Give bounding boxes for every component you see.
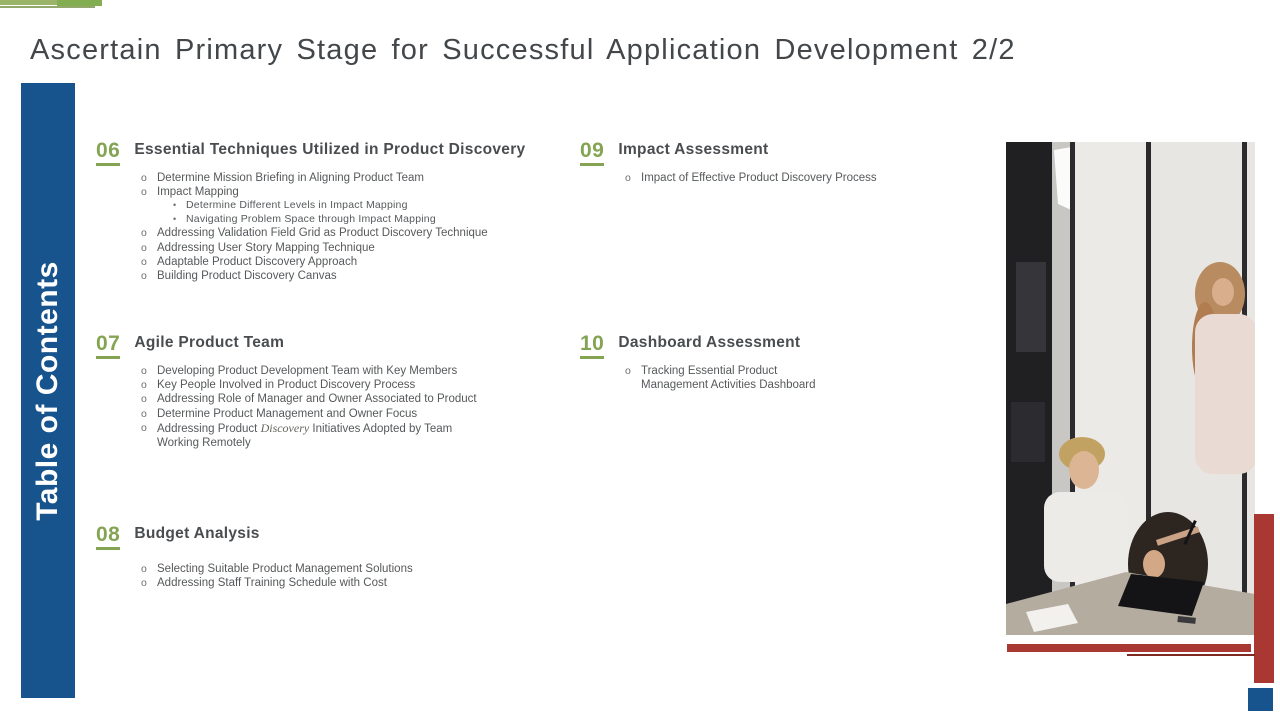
bullet-text: Determine Product Management and Owner Focus — [157, 407, 418, 420]
bullet-text: Developing Product Development Team with Key Members — [157, 365, 458, 377]
bullet-text: Addressing Role of Manager and Owner Associated to Product — [157, 393, 477, 406]
bottom-accent-bar-red — [1007, 644, 1251, 652]
sub-bullet-text: Determine Different Levels in Impact Mapping — [186, 199, 408, 212]
list-item — [141, 378, 566, 392]
bottom-accent-line-dark-red — [1127, 654, 1255, 656]
bullet-list — [96, 171, 566, 283]
circle-bullet-icon: o — [141, 172, 147, 184]
bullet-text — [157, 421, 482, 450]
sub-list-item — [173, 199, 566, 213]
toc-section-10 — [580, 333, 980, 392]
bullet-text: Addressing User Story Mapping Technique — [157, 241, 375, 254]
section-heading: Dashboard Assessment — [618, 334, 801, 351]
list-item — [141, 226, 566, 240]
bullet-text: Addressing Staff Training Schedule with Cost — [157, 577, 387, 590]
bullet-text: Selecting Suitable Product Management Solutions — [157, 563, 413, 575]
section-header — [96, 333, 566, 359]
circle-bullet-icon: o — [141, 241, 147, 254]
bullet-text: Building Product Discovery Canvas — [157, 270, 337, 283]
list-item — [141, 576, 566, 590]
bullet-list — [580, 364, 980, 392]
section-heading: Agile Product Team — [134, 334, 285, 351]
section-number: 06 — [96, 140, 120, 166]
section-heading: Essential Techniques Utilized in Product Discovery — [134, 141, 526, 158]
section-number: 08 — [96, 524, 120, 550]
circle-bullet-icon: o — [141, 379, 147, 392]
toc-section-06 — [96, 140, 566, 283]
top-accent-bar-light — [0, 0, 58, 5]
circle-bullet-icon: o — [141, 421, 147, 434]
list-item — [141, 185, 566, 199]
list-item — [141, 269, 566, 283]
slide-title: Ascertain Primary Stage for Successful Application Development 2/2 — [30, 34, 1016, 66]
toc-section-08 — [96, 524, 566, 590]
section-heading: Budget Analysis — [134, 525, 260, 542]
bullet-text: Impact Mapping — [157, 186, 239, 199]
bullet-text: Key People Involved in Product Discovery Process — [157, 379, 416, 392]
circle-bullet-icon: o — [141, 563, 147, 575]
meeting-photo — [1006, 142, 1255, 635]
section-heading: Impact Assessment — [618, 141, 769, 158]
list-item — [625, 171, 980, 185]
list-item — [141, 392, 566, 406]
table-of-contents-band — [21, 83, 75, 698]
list-item — [141, 364, 566, 378]
list-item — [625, 364, 980, 392]
section-header — [580, 140, 980, 166]
circle-bullet-icon: o — [141, 365, 147, 377]
bullet-text: Impact of Effective Product Discovery Process — [641, 172, 877, 184]
toc-section-09 — [580, 140, 980, 185]
dot-bullet-icon: • — [173, 200, 177, 211]
top-accent-line — [0, 6, 95, 8]
list-item — [141, 255, 566, 269]
circle-bullet-icon: o — [625, 172, 631, 184]
bullet-text-styled-word: Discovery — [260, 420, 310, 435]
circle-bullet-icon: o — [141, 255, 147, 268]
meeting-photo-illustration — [1006, 142, 1255, 635]
section-number: 09 — [580, 140, 604, 166]
bullet-text: Adaptable Product Discovery Approach — [157, 255, 358, 268]
circle-bullet-icon: o — [141, 393, 147, 406]
list-item — [141, 407, 566, 421]
bullet-text: Tracking Essential Product Management Activities Dashboard — [641, 365, 816, 392]
list-item — [141, 171, 566, 185]
bullet-text: Determine Mission Briefing in Aligning Product Team — [157, 172, 424, 184]
section-header — [96, 524, 566, 550]
section-number: 07 — [96, 333, 120, 359]
sub-bullet-text: Navigating Problem Space through Impact Mapping — [186, 212, 436, 225]
bullet-text-prefix: Addressing Product — [157, 422, 261, 435]
dot-bullet-icon: • — [173, 213, 177, 224]
bullet-list — [96, 562, 566, 590]
bullet-list — [96, 364, 566, 450]
bullet-list — [580, 171, 980, 185]
bullet-text-suffix: Initiatives Adopted by Team Working Remotely — [157, 422, 453, 450]
circle-bullet-icon: o — [141, 186, 147, 199]
right-accent-bar-vertical — [1254, 514, 1274, 683]
circle-bullet-icon: o — [141, 407, 147, 420]
list-item — [141, 241, 566, 255]
toc-section-07 — [96, 333, 566, 450]
section-header — [580, 333, 980, 359]
table-of-contents-label: Table of Contents — [31, 260, 65, 521]
list-item — [141, 562, 566, 576]
circle-bullet-icon: o — [141, 270, 147, 283]
section-header — [96, 140, 566, 166]
section-number: 10 — [580, 333, 604, 359]
circle-bullet-icon: o — [625, 365, 631, 377]
list-item — [141, 421, 566, 450]
circle-bullet-icon: o — [141, 577, 147, 590]
bullet-text: Addressing Validation Field Grid as Product Discovery Technique — [157, 227, 488, 240]
circle-bullet-icon: o — [141, 227, 147, 240]
bottom-accent-square-blue — [1248, 688, 1273, 711]
sub-list-item — [173, 213, 566, 227]
